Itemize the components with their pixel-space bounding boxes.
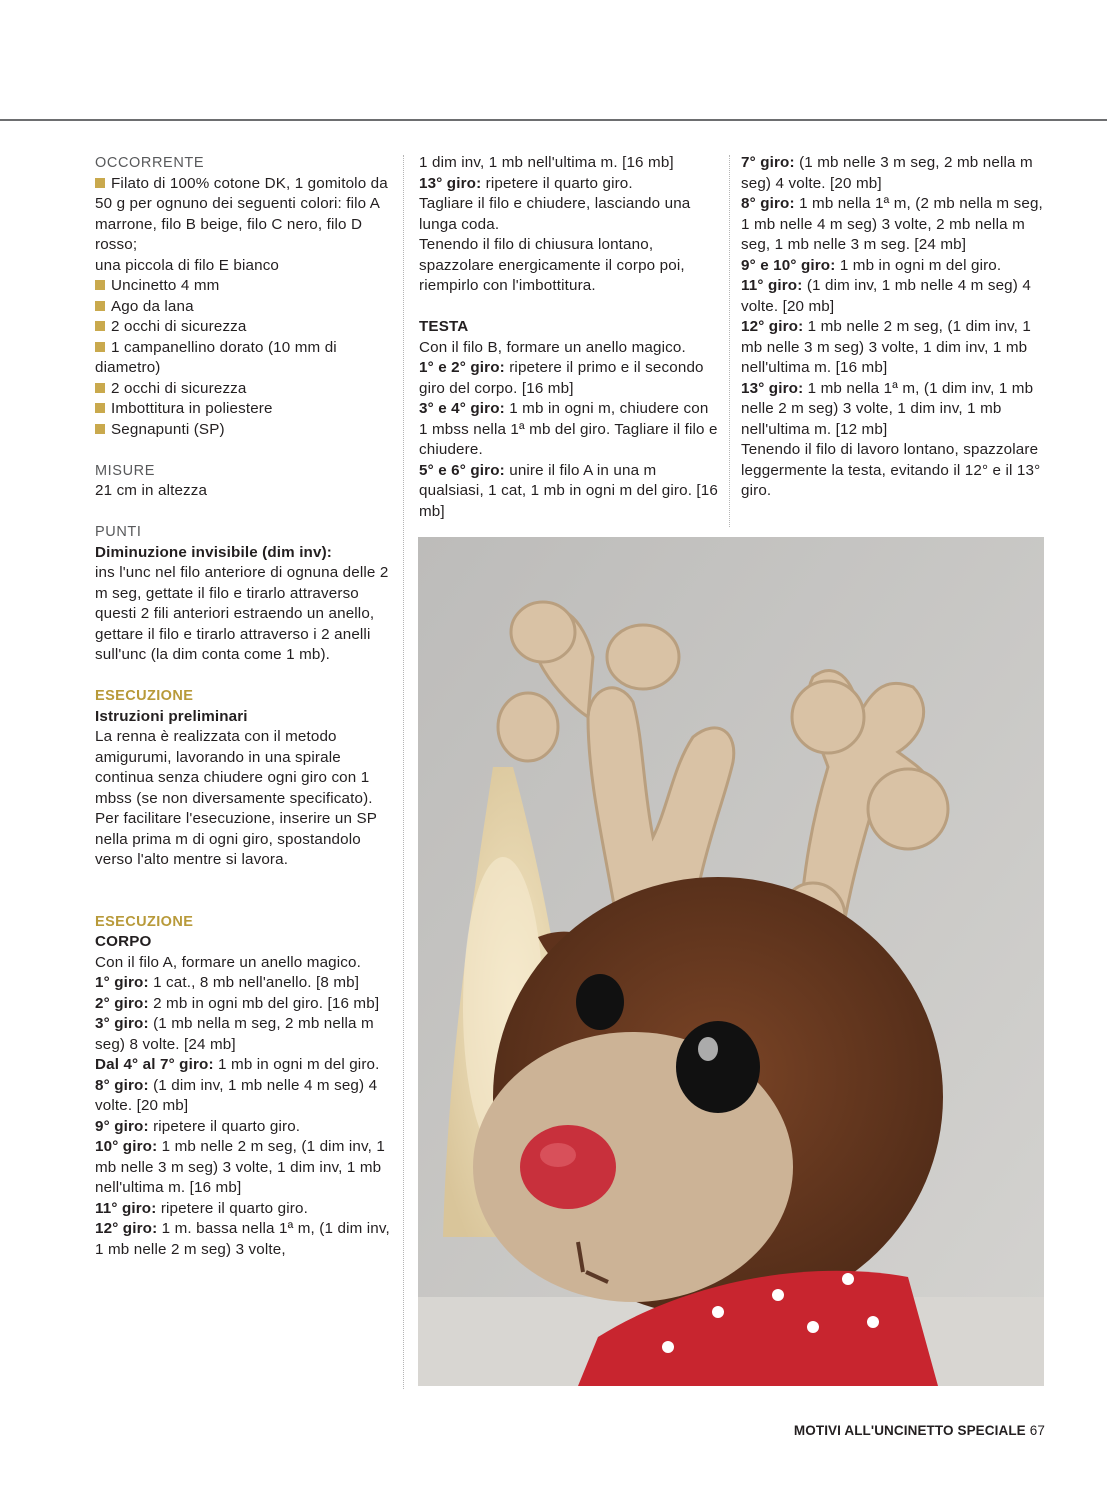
eye-shine	[698, 1037, 718, 1061]
pattern-row: 1° e 2° giro: ripetere il primo e il secondo giro del corpo. [16 mb]	[419, 359, 704, 397]
misure-value: 21 cm in altezza	[95, 482, 208, 499]
bullet-square-icon	[95, 280, 105, 290]
material-item: Ago da lana	[95, 297, 395, 318]
eye-right	[676, 1021, 760, 1113]
pattern-row: 11° giro: ripetere il quarto giro.	[95, 1199, 308, 1217]
pattern-row: 5° e 6° giro: unire il filo A in una m qualsiasi, 1 cat, 1 mb in ogni m del giro. [16 mb]	[419, 461, 718, 520]
material-item-continued: una piccola di filo E bianco	[95, 256, 280, 274]
prelim-title: Istruzioni preliminari	[95, 707, 248, 725]
esecuzione-heading: ESECUZIONE	[95, 688, 194, 704]
pattern-row: 3° e 4° giro: 1 mb in ogni m, chiudere con 1 mbss nella 1ª mb del giro. Tagliare il filo e chiudere.	[419, 400, 718, 458]
finish-text: Tenendo il filo di chiusura lontano, spazzolare energicamente il corpo poi, riempirlo con l'imbottitura.	[419, 236, 685, 294]
corpo-intro: Con il filo A, formare un anello magico.	[95, 953, 362, 971]
column-divider-right	[729, 155, 730, 527]
pattern-row: 3° giro: (1 mb nella m seg, 2 mb nella m seg) 8 volte. [24 mb]	[95, 1015, 374, 1053]
page-footer	[794, 1423, 1045, 1438]
misure-label: MISURE	[95, 462, 155, 479]
material-item: 2 occhi di sicurezza	[95, 317, 395, 338]
prelim-text: La renna è realizzata con il metodo amigurumi, lavorando in una spirale continua senza chiudere ogni giro con 1 mbss (se non diversamente specificato).	[95, 728, 373, 807]
bullet-square-icon	[95, 342, 105, 352]
pattern-row: 1° giro: 1 cat., 8 mb nell'anello. [8 mb]	[95, 974, 360, 991]
pattern-row: 12° giro: 1 m. bassa nella 1ª m, (1 dim inv, 1 mb nelle 2 m seg) 3 volte,	[95, 1220, 390, 1258]
pattern-row: 12° giro: 1 mb nelle 2 m seg, (1 dim inv, 1 mb nelle 3 m seg) 3 volte, 1 dim inv, 1 mb nell'ultima m. [16 mb]	[741, 318, 1031, 376]
bullet-square-icon	[95, 383, 105, 393]
material-item: Segnapunti (SP)	[95, 420, 395, 441]
reindeer-photo	[418, 537, 1044, 1386]
bullet-square-icon	[95, 178, 105, 188]
nose-highlight	[540, 1143, 576, 1167]
punti-label: PUNTI	[95, 524, 142, 540]
right-column	[741, 153, 1047, 502]
finish-text: Tenendo il filo di lavoro lontano, spazzolare leggermente la testa, evitando il 12° e il 13° giro.	[741, 441, 1041, 499]
pattern-row: 7° giro: (1 mb nelle 3 m seg, 2 mb nella m seg) 4 volte. [20 mb]	[741, 154, 1033, 192]
bullet-square-icon	[95, 321, 105, 331]
material-item: 2 occhi di sicurezza	[95, 379, 395, 400]
pattern-row: 11° giro: (1 dim inv, 1 mb nelle 4 m seg) 4 volte. [20 mb]	[741, 277, 1031, 315]
bullet-square-icon	[95, 403, 105, 413]
finish-text: Tagliare il filo e chiudere, lasciando una lunga coda.	[419, 195, 691, 233]
pattern-row: 8° giro: 1 mb nella 1ª m, (2 mb nella m seg, 1 mb nelle 4 m seg) 3 volte, 2 mb nella m seg, 1 mb nelle 3 m seg. [24 mb]	[741, 195, 1043, 253]
testa-title: TESTA	[419, 318, 469, 335]
magazine-title: MOTIVI ALL'UNCINETTO SPECIALE	[793, 1423, 1026, 1438]
occorrente-label: OCCORRENTE	[95, 155, 205, 171]
pattern-row: 13° giro: 1 mb nella 1ª m, (1 dim inv, 1 mb nelle 2 m seg) 3 volte, 1 dim inv, 1 mb nell'ultima m. [12 mb]	[741, 379, 1034, 438]
bullet-square-icon	[95, 424, 105, 434]
middle-column	[419, 153, 719, 522]
pattern-row: 10° giro: 1 mb nelle 2 m seg, (1 dim inv, 1 mb nelle 3 m seg) 3 volte, 1 dim inv, 1 mb nell'ultima m. [16 mb]	[95, 1138, 385, 1196]
pattern-row: 2° giro: 2 mb in ogni mb del giro. [16 mb]	[95, 994, 380, 1012]
eye-left	[576, 974, 624, 1030]
column-divider-left	[403, 155, 404, 1389]
punti-title: Diminuzione invisibile (dim inv):	[95, 543, 332, 561]
row-continuation: 1 dim inv, 1 mb nell'ultima m. [16 mb]	[419, 154, 674, 171]
pattern-row: 9° e 10° giro: 1 mb in ogni m del giro.	[741, 256, 1002, 274]
corpo-title: CORPO	[95, 933, 152, 950]
page-number: 67	[1029, 1423, 1045, 1438]
esecuzione-heading: ESECUZIONE	[95, 913, 194, 930]
reindeer-illustration	[418, 537, 1044, 1386]
pattern-row: Dal 4° al 7° giro: 1 mb in ogni m del giro.	[95, 1056, 380, 1073]
punti-text: ins l'unc nel filo anteriore di ognuna delle 2 m seg, gettate il filo e tirarlo attraverso questi 2 fili anteriori estraendo un anello, gettare il filo e tirarlo attraverso i 2 anelli sull'unc (la dim conta come 1 mb).	[95, 564, 389, 663]
material-item: Uncinetto 4 mm	[95, 276, 395, 297]
prelim-text: Per facilitare l'esecuzione, inserire un SP nella prima m di ogni giro, spostandolo verso l'alto mentre si lavora.	[95, 810, 377, 868]
left-column	[95, 153, 395, 1260]
material-item: 1 campanellino dorato (10 mm di diametro)	[95, 338, 337, 376]
bullet-square-icon	[95, 301, 105, 311]
reindeer-nose	[520, 1125, 616, 1209]
testa-intro: Con il filo B, formare un anello magico.	[419, 338, 686, 356]
pattern-row: 9° giro: ripetere il quarto giro.	[95, 1117, 301, 1135]
pattern-row: 13° giro: ripetere il quarto giro.	[419, 174, 633, 192]
pattern-row: 8° giro: (1 dim inv, 1 mb nelle 4 m seg) 4 volte. [20 mb]	[95, 1076, 378, 1114]
material-item: Imbottitura in poliestere	[95, 399, 395, 420]
top-rule	[0, 119, 1107, 121]
material-item: Filato di 100% cotone DK, 1 gomitolo da 50 g per ognuno dei seguenti colori: filo A marrone, filo B beige, filo C nero, filo D rosso;	[95, 174, 388, 253]
